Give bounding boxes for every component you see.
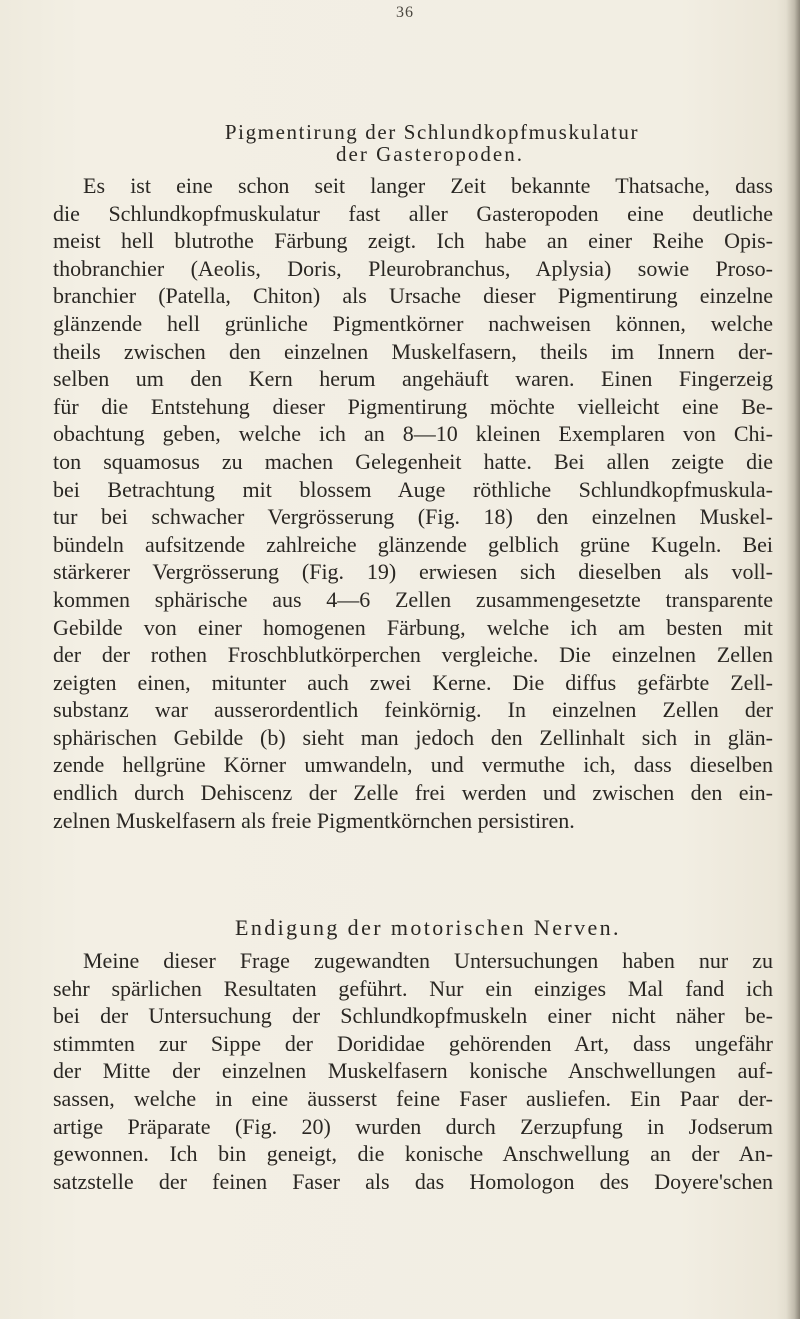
text-line: glänzende hell grünliche Pigmentkörner nachweisen können, welche <box>53 310 773 336</box>
text-line: bei der Untersuchung der Schlundkopfmuskeln einer nicht näher be- <box>53 1003 773 1029</box>
text-line: tur bei schwacher Vergrösserung (Fig. 18) den einzelnen Muskel- <box>53 504 773 530</box>
text-line: sphärischen Gebilde (b) sieht man jedoch den Zellinhalt sich in glän- <box>53 724 773 750</box>
text-line: branchier (Patella, Chiton) als Ursache dieser Pigmentirung einzelne <box>53 283 773 309</box>
text-line: für die Entstehung dieser Pigmentirung möchte vielleicht eine Be- <box>53 393 773 419</box>
paragraph-motorischen-nerven <box>53 947 773 1195</box>
text-line: sehr spärlichen Resultaten geführt. Nur ein einziges Mal fand ich <box>53 975 773 1001</box>
text-line: meist hell blutrothe Färbung zeigt. Ich habe an einer Reihe Opis- <box>53 228 773 254</box>
text-line: die Schlundkopfmuskulatur fast aller Gasteropoden eine deutliche <box>53 200 773 226</box>
page-number: 36 <box>396 4 414 21</box>
text-line: substanz war ausserordentlich feinkörnig. In einzelnen Zellen der <box>53 697 773 723</box>
text-line: bündeln aufsitzende zahlreiche glänzende gelblich grüne Kugeln. Bei <box>53 531 773 557</box>
text-line: bei Betrachtung mit blossem Auge röthliche Schlundkopfmuskula- <box>53 476 773 502</box>
text-line: obachtung geben, welche ich an 8—10 kleinen Exemplaren von Chi- <box>53 421 773 447</box>
text-line: selben um den Kern herum angehäuft waren. Einen Fingerzeig <box>53 366 773 392</box>
text-line: thobranchier (Aeolis, Doris, Pleurobranchus, Aplysia) sowie Proso- <box>53 255 773 281</box>
text-line: endlich durch Dehiscenz der Zelle frei werden und zwischen den ein- <box>53 780 773 806</box>
text-line: kommen sphärische aus 4—6 Zellen zusammengesetzte transparente <box>53 586 773 612</box>
page-edge-shadow <box>786 0 800 1319</box>
section-heading-pigmentirung: Pigmentirung der Schlundkopfmuskulatur <box>224 120 640 144</box>
text-line: Gebilde von einer homogenen Färbung, welche ich am besten mit <box>53 614 773 640</box>
text-line: ton squamosus zu machen Gelegenheit hatte. Bei allen zeigte die <box>53 448 773 474</box>
text-line: stimmten zur Sippe der Dorididae gehörenden Art, dass ungefähr <box>53 1030 773 1056</box>
text-line: zelnen Muskelfasern als freie Pigmentkörnchen persistiren. <box>53 807 575 833</box>
paragraph-pigmentirung <box>53 172 773 834</box>
section-heading-gasteropoden: der Gasteropoden. <box>336 142 524 166</box>
text-line: zende hellgrüne Körner umwandeln, und vermuthe ich, dass dieselben <box>53 752 773 778</box>
section-heading-motorischen-nerven: Endigung der motorischen Nerven. <box>235 915 621 940</box>
text-line: gewonnen. Ich bin geneigt, die konische Anschwellung an der An- <box>53 1141 773 1167</box>
text-line: der Mitte der einzelnen Muskelfasern konische Anschwellungen auf- <box>53 1058 773 1084</box>
text-line: Meine dieser Frage zugewandten Untersuchungen haben nur zu <box>83 948 773 973</box>
text-line: stärkerer Vergrösserung (Fig. 19) erwiesen sich dieselben als voll- <box>53 559 773 585</box>
text-line: Es ist eine schon seit langer Zeit bekannte Thatsache, dass <box>83 173 773 198</box>
text-line: sassen, welche in eine äusserst feine Faser ausliefen. Ein Paar der- <box>53 1085 773 1111</box>
text-line: der der rothen Froschblutkörperchen vergleiche. Die einzelnen Zellen <box>53 642 773 668</box>
text-line: artige Präparate (Fig. 20) wurden durch Zerzupfung in Jodserum <box>53 1113 773 1139</box>
text-line: zeigten einen, mitunter auch zwei Kerne. Die diffus gefärbte Zell- <box>53 669 773 695</box>
text-line: satzstelle der feinen Faser als das Homologon des Doyere'schen <box>53 1168 773 1194</box>
text-line: theils zwischen den einzelnen Muskelfasern, theils im Innern der- <box>53 338 773 364</box>
